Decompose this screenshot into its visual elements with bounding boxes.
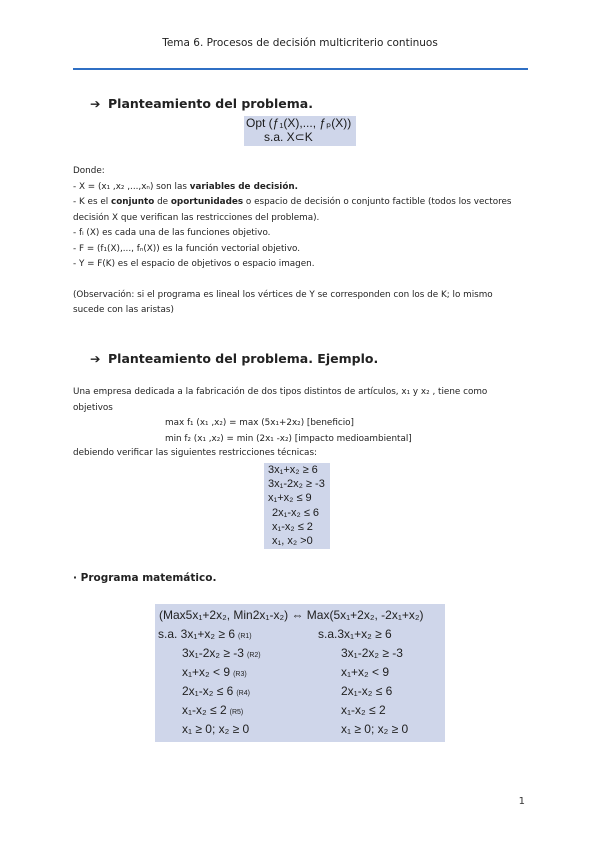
spacer xyxy=(73,273,533,288)
formulation-box xyxy=(244,116,356,146)
restriction-tag: (R4) xyxy=(236,690,250,697)
definition-1-text: - X = (x₁ ,x₂ ,...,xₙ) son las xyxy=(73,181,190,192)
program-right-cell: x₁+x₂ < 9 xyxy=(341,665,390,679)
constraint: 2x₁-x₂ ≤ 6 xyxy=(272,506,320,519)
definition-item-1 xyxy=(73,180,533,196)
formulation-line-1: Opt (ƒ₁(X),..., ƒₚ(X)) xyxy=(246,116,352,130)
program-right-cell: x₁-x₂ ≤ 2 xyxy=(341,703,386,717)
example-intro xyxy=(73,385,533,416)
definition-2-mid: de xyxy=(154,197,171,207)
objective-2: min f₂ (x₁ ,x₂) = min (2x₁ -x₂) [impacto medioambiental] xyxy=(165,433,412,444)
program-right-first: s.a.3x₁+x₂ ≥ 6 xyxy=(318,627,392,641)
objectives-block xyxy=(165,416,525,447)
definition-2-bold-2: oportunidades xyxy=(170,197,244,207)
page-header: Tema 6. Procesos de decisión multicriterio continuos xyxy=(162,37,438,49)
restriction-tag: (R1) xyxy=(238,633,252,640)
definition-2-bold-1: conjunto xyxy=(110,197,155,207)
section-heading-3: · Programa matemático. xyxy=(73,572,217,584)
example-intro-line-1: Una empresa dedicada a la fabricación de dos tipos distintos de artículos, x₁ y x₂ , tiene como xyxy=(73,387,488,397)
program-left-row xyxy=(182,684,250,698)
example-intro-line-2: objetivos xyxy=(73,402,113,413)
program-left-row xyxy=(182,646,261,660)
arrow-right-icon: ➔ xyxy=(90,96,101,111)
program-box xyxy=(155,604,445,742)
restriction-tag: (R2) xyxy=(246,652,261,659)
program-left-cell: 3x₁-2x₂ ≥ -3 xyxy=(182,646,244,660)
restrictions-intro: debiendo verificar las siguientes restricciones técnicas: xyxy=(73,448,317,458)
section-heading-2 xyxy=(90,351,378,366)
program-left-cell: x₁-x₂ ≤ 2 xyxy=(182,703,227,717)
constraints-box xyxy=(264,463,330,549)
definition-1-bold: variables de decisión. xyxy=(189,181,298,192)
program-left-cell: 2x₁-x₂ ≤ 6 xyxy=(182,684,234,698)
program-right-cell: x₁ ≥ 0; x₂ ≥ 0 xyxy=(341,722,409,736)
donde-label: Donde: xyxy=(73,166,105,176)
definition-item-2 xyxy=(73,195,533,211)
program-left-row xyxy=(182,703,243,717)
observation-line-1: (Observación: si el programa es lineal los vértices de Y se corresponden con los de K; lo mismo xyxy=(73,289,493,300)
header-rule xyxy=(73,68,528,70)
definition-item-4: - F = (f₁(X),..., fₙ(X)) es la función vectorial objetivo. xyxy=(73,243,301,254)
constraint: 3x₁-2x₂ ≥ -3 xyxy=(268,478,325,491)
section-heading-1-text: Planteamiento del problema. xyxy=(108,96,313,111)
program-right-cell: 3x₁-2x₂ ≥ -3 xyxy=(341,646,403,660)
definition-item-5: - Y = F(K) es el espacio de objetivos o espacio imagen. xyxy=(73,259,315,269)
definition-item-3: - fᵢ (X) es cada una de las funciones objetivo. xyxy=(73,228,271,238)
observation-line-2: sucede con las aristas) xyxy=(73,305,174,315)
definitions-block xyxy=(73,164,533,319)
program-left-row xyxy=(182,665,247,679)
restriction-tag: (R3) xyxy=(233,671,247,678)
objective-1: max f₁ (x₁ ,x₂) = max (5x₁+2x₂) [beneficio] xyxy=(165,418,354,428)
section-heading-2-text: Planteamiento del problema. Ejemplo. xyxy=(108,351,379,366)
program-left-cell: x₁ ≥ 0; x₂ ≥ 0 xyxy=(182,722,250,736)
definition-2-post: o espacio de decisión o conjunto factible (todos los vectores xyxy=(243,197,512,207)
program-left-first: s.a. 3x₁+x₂ ≥ 6 xyxy=(158,627,235,641)
restriction-tag: (R5) xyxy=(229,709,244,716)
constraint: x₁, x₂ >0 xyxy=(272,535,313,548)
definition-item-2-cont: decisión X que verifican las restricciones del problema). xyxy=(73,212,320,223)
program-right-cell: 2x₁-x₂ ≤ 6 xyxy=(341,684,393,698)
formulation-line-2: s.a. X⊂K xyxy=(264,130,313,144)
program-equivalence: (Max5x₁+2x₂, Min2x₁-x₂) ⇔ Max(5x₁+2x₂, -2x₁+x₂) xyxy=(159,608,424,622)
program-left-row xyxy=(158,627,252,641)
program-left-cell: x₁+x₂ < 9 xyxy=(182,665,231,679)
section-heading-1 xyxy=(90,96,313,111)
constraint: x₁+x₂ ≤ 9 xyxy=(268,492,312,505)
arrow-right-icon: ➔ xyxy=(90,351,101,366)
definition-2-text: - K es el xyxy=(73,197,111,207)
constraint: x₁-x₂ ≤ 2 xyxy=(272,520,313,533)
constraint: 3x₁+x₂ ≥ 6 xyxy=(268,464,318,476)
page-number: 1 xyxy=(518,796,525,807)
